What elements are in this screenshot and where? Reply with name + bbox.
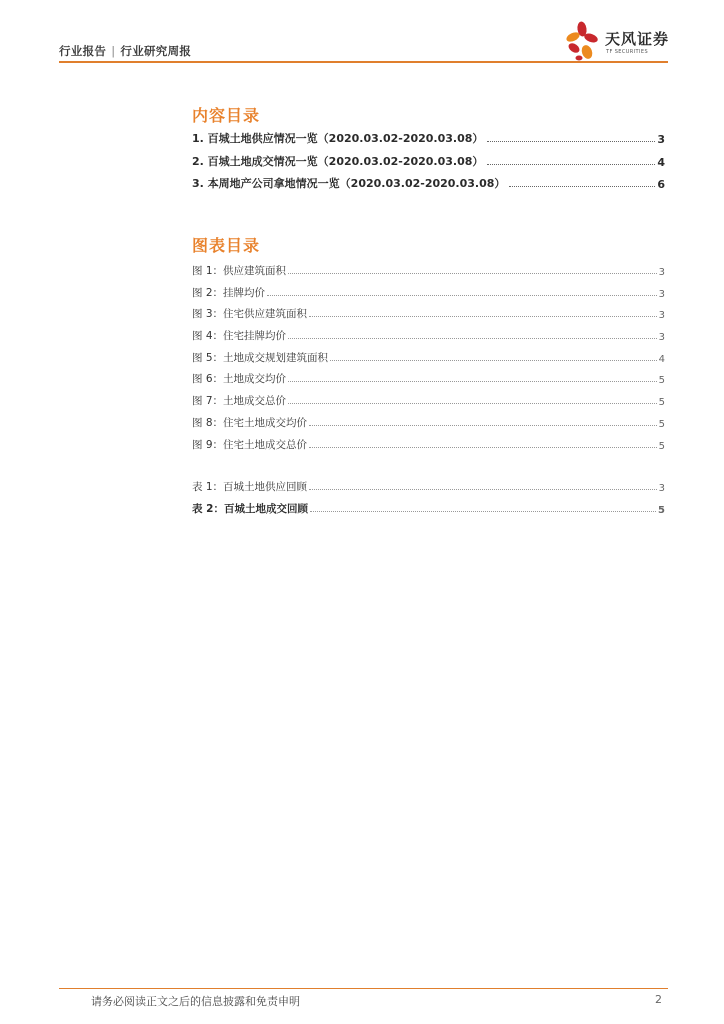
dot-leader (509, 186, 655, 187)
table-entry-page: 5 (658, 505, 665, 516)
toc-entry-page: 3 (657, 133, 665, 146)
table-entry-label: 表 2：百城土地成交回顾 (192, 503, 308, 515)
logo-chinese-text: 天风证券 (605, 30, 670, 48)
figure-entry-page: 5 (658, 397, 665, 408)
contents-title: 内容目录 (192, 106, 261, 125)
toc-entry-page: 6 (657, 178, 665, 191)
figure-entry-page: 4 (658, 354, 665, 365)
figure-entry-page: 5 (658, 419, 665, 430)
dot-leader (288, 381, 657, 382)
figure-entry-page: 3 (658, 267, 665, 278)
toc-entry[interactable] (192, 130, 665, 146)
toc-entry[interactable] (192, 153, 665, 169)
figure-entry-page: 3 (658, 332, 665, 343)
report-type-header (59, 43, 191, 59)
report-type-label: 行业报告 (59, 44, 107, 58)
company-logo (565, 20, 675, 62)
dot-leader (487, 141, 655, 142)
figure-entry-page: 3 (658, 289, 665, 300)
report-subtype-label: 行业研究周报 (120, 44, 192, 58)
dot-leader (288, 273, 657, 274)
dot-leader (309, 425, 657, 426)
figure-entry-label: 图 8：住宅土地成交均价 (192, 417, 308, 429)
flower-logo-icon (565, 20, 605, 62)
figures-title: 图表目录 (192, 236, 261, 255)
figure-entry-label: 图 9：住宅土地成交总价 (192, 439, 308, 451)
toc-entry[interactable] (192, 175, 665, 191)
figure-entry[interactable] (192, 370, 665, 386)
figure-entry-label: 图 2：挂牌均价 (192, 287, 266, 299)
dot-leader (310, 511, 656, 512)
figure-entry-label: 图 4：住宅挂牌均价 (192, 330, 287, 342)
figure-entry-label: 图 7：土地成交总价 (192, 395, 287, 407)
logo-english-text: TF SECURITIES (606, 49, 649, 55)
dot-leader (487, 164, 655, 165)
figure-entry[interactable] (192, 349, 665, 365)
footer-disclaimer: 请务必阅读正文之后的信息披露和免责申明 (91, 995, 300, 1008)
dot-leader (309, 447, 657, 448)
table-entry-label: 表 1：百城土地供应回顾 (192, 481, 308, 493)
table-entry[interactable] (192, 478, 665, 494)
toc-entry-page: 4 (657, 156, 665, 169)
figure-entry-label: 图 1：供应建筑面积 (192, 265, 287, 277)
toc-entry-label: 3. 本周地产公司拿地情况一览（2020.03.02-2020.03.08） (192, 177, 506, 190)
dot-leader (267, 295, 657, 296)
dot-leader (309, 316, 657, 317)
toc-entry-label: 1. 百城土地供应情况一览（2020.03.02-2020.03.08） (192, 132, 484, 145)
figure-entry[interactable] (192, 327, 665, 343)
header-divider (59, 61, 668, 63)
figure-entry-page: 5 (658, 441, 665, 452)
dot-leader (309, 489, 657, 490)
figure-entry[interactable] (192, 414, 665, 430)
figure-entry[interactable] (192, 284, 665, 300)
toc-entry-label: 2. 百城土地成交情况一览（2020.03.02-2020.03.08） (192, 155, 484, 168)
header-separator: | (111, 44, 116, 58)
page-number: 2 (655, 993, 662, 1006)
figure-entry[interactable] (192, 305, 665, 321)
dot-leader (288, 403, 657, 404)
figure-entry[interactable] (192, 436, 665, 452)
dot-leader (288, 338, 657, 339)
table-entry-page: 3 (658, 483, 665, 494)
table-entry[interactable] (192, 500, 665, 516)
figure-entry-label: 图 5：土地成交规划建筑面积 (192, 352, 329, 364)
dot-leader (330, 360, 657, 361)
figure-entry-label: 图 6：土地成交均价 (192, 373, 287, 385)
figure-entry-page: 3 (658, 310, 665, 321)
figure-entry-label: 图 3：住宅供应建筑面积 (192, 308, 308, 320)
figure-entry[interactable] (192, 262, 665, 278)
figure-entry[interactable] (192, 392, 665, 408)
footer-divider (59, 988, 668, 989)
figure-entry-page: 5 (658, 375, 665, 386)
